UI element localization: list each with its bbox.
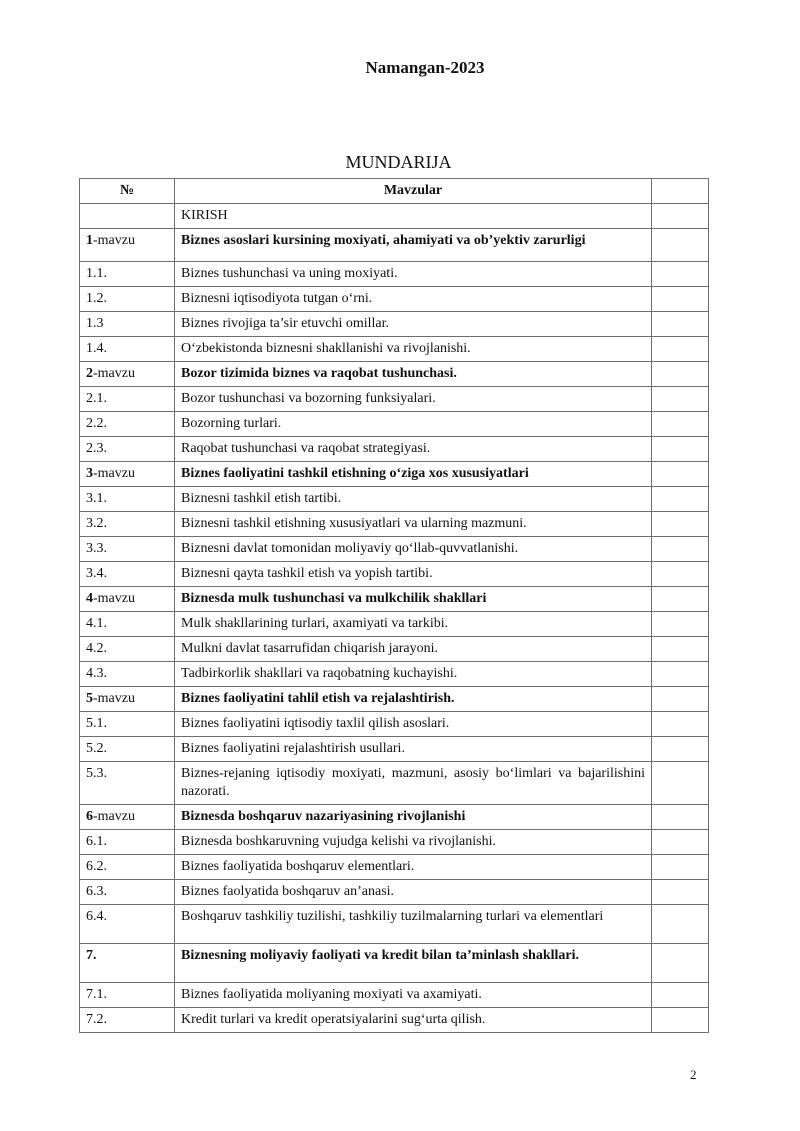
topic-number: 7. — [86, 948, 97, 963]
row-topic: Biznes-rejaning iqtisodiy moxiyati, mazmuni, asosiy bo‘limlari va bajarilishini nazorati. — [175, 762, 652, 805]
topic-suffix: -mavzu — [93, 591, 135, 606]
row-topic: Mulkni davlat tasarrufidan chiqarish jarayoni. — [175, 637, 652, 662]
row-number — [80, 229, 175, 262]
table-row — [80, 687, 709, 712]
table-row — [80, 337, 709, 362]
table-row — [80, 830, 709, 855]
topic-number: 1 — [86, 233, 93, 248]
table-row — [80, 412, 709, 437]
table-row — [80, 487, 709, 512]
row-topic: Biznes faolyatida boshqaruv an’anasi. — [175, 880, 652, 905]
row-page — [652, 637, 709, 662]
row-page — [652, 437, 709, 462]
row-number: 7.2. — [80, 1008, 175, 1033]
table-row — [80, 229, 709, 262]
row-page — [652, 587, 709, 612]
row-number: 6.1. — [80, 830, 175, 855]
row-page — [652, 312, 709, 337]
table-row — [80, 387, 709, 412]
row-page — [652, 337, 709, 362]
table-row — [80, 262, 709, 287]
row-number: 5.1. — [80, 712, 175, 737]
row-number — [80, 805, 175, 830]
row-number: 3.3. — [80, 537, 175, 562]
row-topic: Biznes asoslari kursining moxiyati, ahamiyati va ob’yektiv zarurligi — [175, 229, 652, 262]
row-number: 1.2. — [80, 287, 175, 312]
table-row — [80, 287, 709, 312]
row-number — [80, 687, 175, 712]
topic-suffix: -mavzu — [93, 691, 135, 706]
table-row — [80, 712, 709, 737]
row-topic: Biznes faoliyatini tashkil etishning o‘ziga xos xususiyatlari — [175, 462, 652, 487]
row-topic: Biznesda boshkaruvning vujudga kelishi va rivojlanishi. — [175, 830, 652, 855]
row-number: 4.2. — [80, 637, 175, 662]
row-topic: Boshqaruv tashkiliy tuzilishi, tashkiliy tuzilmalarning turlari va elementlari — [175, 905, 652, 944]
page-number: 2 — [690, 1067, 697, 1082]
row-page — [652, 487, 709, 512]
table-row — [80, 512, 709, 537]
row-topic: Biznesda boshqaruv nazariyasining rivojlanishi — [175, 805, 652, 830]
table-row — [80, 983, 709, 1008]
row-number: 2.3. — [80, 437, 175, 462]
row-number: 3.2. — [80, 512, 175, 537]
row-topic: Biznesda mulk tushunchasi va mulkchilik shakllari — [175, 587, 652, 612]
row-number — [80, 462, 175, 487]
row-page — [652, 830, 709, 855]
table-header-row — [80, 179, 709, 204]
row-topic: Biznesning moliyaviy faoliyati va kredit bilan ta’minlash shakllari. — [175, 944, 652, 983]
row-page — [652, 905, 709, 944]
row-number: 4.1. — [80, 612, 175, 637]
row-topic: KIRISH — [175, 204, 652, 229]
row-number: 6.4. — [80, 905, 175, 944]
row-topic: Biznes rivojiga ta’sir etuvchi omillar. — [175, 312, 652, 337]
row-number: 2.2. — [80, 412, 175, 437]
row-page — [652, 687, 709, 712]
table-row — [80, 362, 709, 387]
row-page — [652, 762, 709, 805]
row-number: 4.3. — [80, 662, 175, 687]
topic-number: 6 — [86, 809, 93, 824]
column-header-page — [652, 179, 709, 204]
column-header-topics: Mavzular — [175, 179, 652, 204]
row-topic: Bozor tushunchasi va bozorning funksiyalari. — [175, 387, 652, 412]
row-topic: Kredit turlari va kredit operatsiyalarini sug‘urta qilish. — [175, 1008, 652, 1033]
topic-number: 2 — [86, 366, 93, 381]
topic-number: 4 — [86, 591, 93, 606]
row-page — [652, 880, 709, 905]
row-number: 5.3. — [80, 762, 175, 805]
topic-suffix: -mavzu — [93, 233, 135, 248]
table-row — [80, 437, 709, 462]
row-page — [652, 855, 709, 880]
row-number — [80, 944, 175, 983]
table-row — [80, 562, 709, 587]
row-number: 3.1. — [80, 487, 175, 512]
row-page — [652, 737, 709, 762]
row-page — [652, 537, 709, 562]
table-row — [80, 1008, 709, 1033]
row-topic: Biznesni qayta tashkil etish va yopish tartibi. — [175, 562, 652, 587]
row-number: 1.1. — [80, 262, 175, 287]
row-page — [652, 662, 709, 687]
row-number: 1.4. — [80, 337, 175, 362]
table-row — [80, 662, 709, 687]
row-topic: O‘zbekistonda biznesni shakllanishi va rivojlanishi. — [175, 337, 652, 362]
topic-number: 5 — [86, 691, 93, 706]
row-topic: Biznesni tashkil etishning xususiyatlari va ularning mazmuni. — [175, 512, 652, 537]
row-topic: Tadbirkorlik shakllari va raqobatning kuchayishi. — [175, 662, 652, 687]
row-page — [652, 229, 709, 262]
topic-suffix: -mavzu — [93, 809, 135, 824]
column-header-number: № — [80, 179, 175, 204]
row-number: 1.3 — [80, 312, 175, 337]
document-header: Namangan-2023 — [365, 58, 485, 77]
row-topic: Biznes faoliyatida boshqaruv elementlari. — [175, 855, 652, 880]
table-row — [80, 905, 709, 944]
table-row — [80, 855, 709, 880]
table-row — [80, 880, 709, 905]
row-topic: Biznes faoliyatida moliyaning moxiyati va axamiyati. — [175, 983, 652, 1008]
row-number: 6.2. — [80, 855, 175, 880]
topic-suffix: -mavzu — [93, 466, 135, 481]
row-page — [652, 362, 709, 387]
table-row — [80, 312, 709, 337]
row-number: 5.2. — [80, 737, 175, 762]
row-topic: Mulk shakllarining turlari, axamiyati va tarkibi. — [175, 612, 652, 637]
row-page — [652, 262, 709, 287]
row-number: 6.3. — [80, 880, 175, 905]
page-title: MUNDARIJA — [345, 152, 452, 172]
table-row — [80, 737, 709, 762]
table-row — [80, 944, 709, 983]
row-page — [652, 512, 709, 537]
row-topic: Biznes faoliyatini iqtisodiy taxlil qilish asoslari. — [175, 712, 652, 737]
row-page — [652, 712, 709, 737]
row-page — [652, 412, 709, 437]
topic-number: 3 — [86, 466, 93, 481]
table-of-contents — [79, 178, 709, 1033]
row-topic: Bozor tizimida biznes va raqobat tushunchasi. — [175, 362, 652, 387]
row-topic: Biznes faoliyatini rejalashtirish usullari. — [175, 737, 652, 762]
row-topic: Biznes tushunchasi va uning moxiyati. — [175, 262, 652, 287]
row-topic: Biznes faoliyatini tahlil etish va rejalashtirish. — [175, 687, 652, 712]
row-page — [652, 1008, 709, 1033]
topic-suffix: -mavzu — [93, 366, 135, 381]
row-topic: Biznesni davlat tomonidan moliyaviy qo‘llab-quvvatlanishi. — [175, 537, 652, 562]
table-row — [80, 612, 709, 637]
row-page — [652, 944, 709, 983]
row-number: 7.1. — [80, 983, 175, 1008]
row-page — [652, 983, 709, 1008]
row-page — [652, 562, 709, 587]
table-row — [80, 587, 709, 612]
row-number: 3.4. — [80, 562, 175, 587]
table-row — [80, 805, 709, 830]
row-topic: Biznesni tashkil etish tartibi. — [175, 487, 652, 512]
row-number: 2.1. — [80, 387, 175, 412]
table-row — [80, 462, 709, 487]
table-row — [80, 204, 709, 229]
row-page — [652, 204, 709, 229]
row-topic: Biznesni iqtisodiyota tutgan o‘rni. — [175, 287, 652, 312]
row-page — [652, 462, 709, 487]
row-page — [652, 805, 709, 830]
table-row — [80, 637, 709, 662]
table-row — [80, 537, 709, 562]
row-number — [80, 204, 175, 229]
row-page — [652, 287, 709, 312]
row-topic: Raqobat tushunchasi va raqobat strategiyasi. — [175, 437, 652, 462]
row-topic: Bozorning turlari. — [175, 412, 652, 437]
row-page — [652, 612, 709, 637]
row-number — [80, 587, 175, 612]
table-row — [80, 762, 709, 805]
row-page — [652, 387, 709, 412]
row-number — [80, 362, 175, 387]
